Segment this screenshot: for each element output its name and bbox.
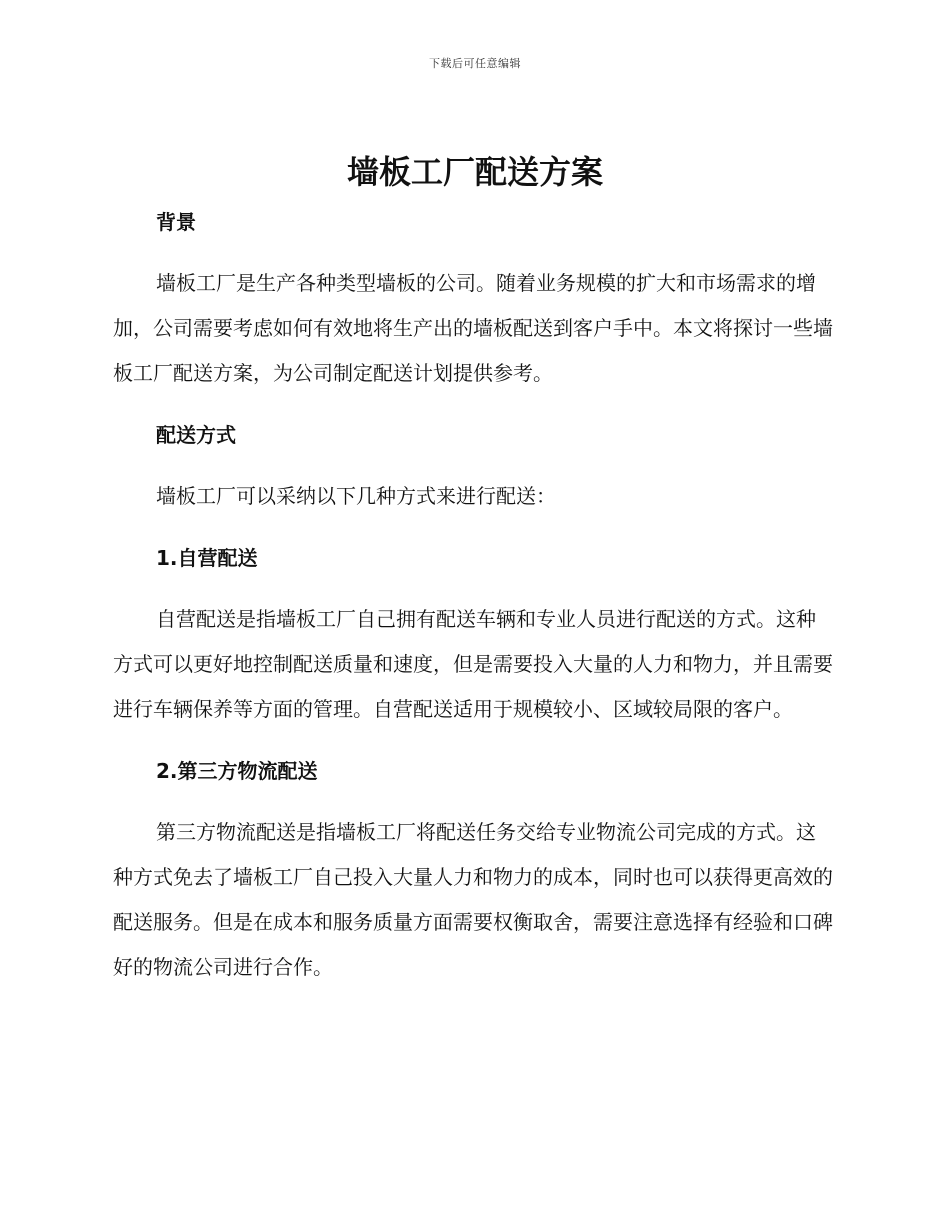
header-note: 下载后可任意编辑 [429, 57, 521, 70]
section-heading-third-party: 2.第三方物流配送 [156, 759, 318, 783]
paragraph-self-delivery: 自营配送是指墙板工厂自己拥有配送车辆和专业人员进行配送的方式。这种方式可以更好地控制配送质量和速度，但是需要投入大量的人力和物力，并且需要进行车辆保养等方面的管理。自营配送适用于规模较小、区域较局限的客户。 [113, 607, 833, 721]
section-heading-methods: 配送方式 [156, 423, 236, 447]
paragraph-methods: 墙板工厂可以采纳以下几种方式来进行配送： [156, 484, 556, 508]
paragraph-background: 墙板工厂是生产各种类型墙板的公司。随着业务规模的扩大和市场需求的增加，公司需要考虑如何有效地将生产出的墙板配送到客户手中。本文将探讨一些墙板工厂配送方案，为公司制定配送计划提供参考。 [113, 271, 833, 385]
section-heading-self-delivery: 1.自营配送 [156, 546, 258, 570]
document-title: 墙板工厂配送方案 [346, 153, 603, 191]
paragraph-third-party: 第三方物流配送是指墙板工厂将配送任务交给专业物流公司完成的方式。这种方式免去了墙板工厂自己投入大量人力和物力的成本，同时也可以获得更高效的配送服务。但是在成本和服务质量方面需要权衡取舍，需要注意选择有经验和口碑好的物流公司进行合作。 [113, 820, 833, 979]
document-body [113, 205, 833, 990]
section-heading-background: 背景 [156, 210, 196, 234]
